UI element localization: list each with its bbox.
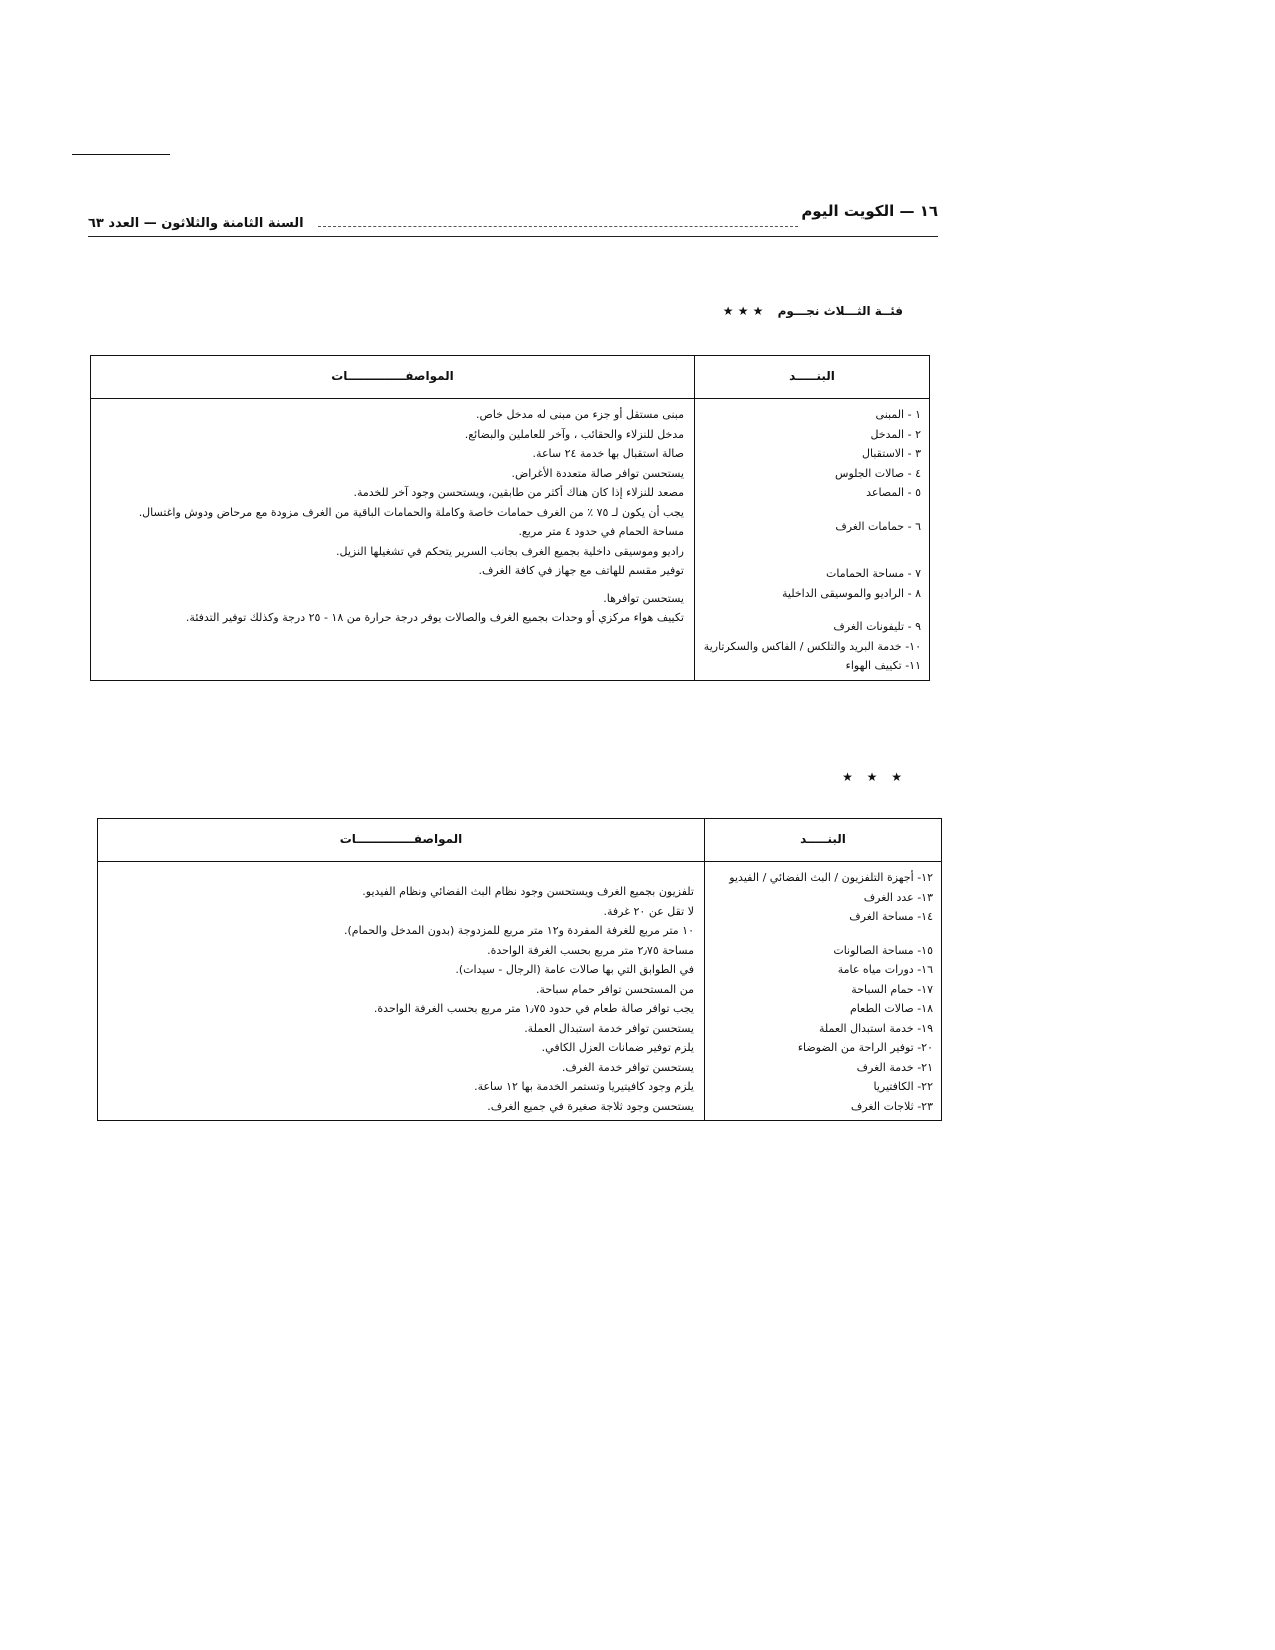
specs-column xyxy=(98,862,705,1121)
spec-table-2 xyxy=(97,818,942,1121)
list-item: يستحسن وجود ثلاجة صغيرة في جميع الغرف. xyxy=(487,1099,694,1113)
list-item: ١٦- دورات مياه عامة xyxy=(837,963,933,976)
three-stars-icon: ★ ★ ★ xyxy=(722,304,764,318)
table-header-row xyxy=(98,819,942,862)
list-item: في الطوابق التي بها صالات عامة (الرجال - سيدات). xyxy=(455,963,694,976)
list-item: من المستحسن توافر حمام سباحة. xyxy=(536,982,694,996)
list-item: تكييف هواء مركزي أو وحدات بجميع الغرف والصالات يوفر درجة حرارة من ١٨ - ٢٥ درجة وكذلك توفير التدفئة. xyxy=(185,611,684,624)
list-item: ١٥- مساحة الصالونات xyxy=(833,943,933,957)
page-header xyxy=(88,200,938,240)
list-item: يستحسن توافر خدمة الغرف. xyxy=(561,1060,694,1074)
list-item: صالة استقبال بها خدمة ٢٤ ساعة. xyxy=(532,447,684,460)
list-item: ١٣- عدد الغرف xyxy=(863,890,933,904)
list-item: ٢٠- توفير الراحة من الضوضاء xyxy=(797,1041,933,1054)
list-item: ١٠- خدمة البريد والتلكس / الفاكس والسكرتارية xyxy=(703,639,921,653)
list-item: تلفزيون بجميع الغرف ويستحسن وجود نظام البث الفضائي ونظام الفيديو. xyxy=(362,885,694,898)
list-item: مدخل للنزلاء والحقائب ، وآخر للعاملين والبضائع. xyxy=(464,427,684,441)
list-item: ٢١- خدمة الغرف xyxy=(856,1060,933,1074)
list-item: ١١- تكييف الهواء xyxy=(845,659,921,672)
items-column xyxy=(695,399,930,681)
table-header-row xyxy=(91,356,930,399)
list-item: ١٢- أجهزة التلفزيون / البث الفضائي / الفيديو xyxy=(729,871,933,884)
column-header-item: البنـــــد xyxy=(705,819,942,862)
list-item: ٨ - الراديو والموسيقى الداخلية xyxy=(782,586,921,600)
column-header-spec: المواصفــــــــــــــات xyxy=(91,356,695,399)
items-column xyxy=(705,862,942,1121)
list-item: لا تقل عن ٢٠ غرفة. xyxy=(603,904,694,918)
list-item: توفير مقسم للهاتف مع جهاز في كافة الغرف. xyxy=(478,564,684,577)
list-item: يلزم توفير ضمانات العزل الكافي. xyxy=(541,1041,694,1054)
list-item: ١٩- خدمة استبدال العملة xyxy=(819,1021,933,1035)
list-item: ١٠ متر مربع للغرفة المفردة و١٢ متر مربع للمزدوجة (بدون المدخل والحمام). xyxy=(344,924,694,937)
list-item: ٦ - حمامات الغرف xyxy=(835,519,921,533)
list-item: ١٧- حمام السباحة xyxy=(851,982,933,996)
list-item: ١ - المبنى xyxy=(875,408,921,421)
year-issue-label: السنة الثامنة والثلاثون — العدد ٦٣ xyxy=(88,216,304,231)
specs-column xyxy=(91,399,695,681)
column-header-item: البنـــــد xyxy=(695,356,930,399)
spec-table-1 xyxy=(90,355,930,681)
list-item: ٧ - مساحة الحمامات xyxy=(826,567,921,580)
list-item: مبنى مستقل أو جزء من مبنى له مدخل خاص. xyxy=(476,408,684,421)
header-dash-rule xyxy=(318,226,798,227)
list-item: يستحسن توافرها. xyxy=(603,591,684,605)
list-item: مساحة الحمام في حدود ٤ متر مربع. xyxy=(518,525,684,538)
section-heading xyxy=(723,304,903,318)
list-item: ٥ - المصاعد xyxy=(866,486,921,499)
list-item: ٢٢- الكافتيريا xyxy=(873,1080,933,1093)
list-item: ١٤- مساحة الغرف xyxy=(849,910,933,923)
table-body-row xyxy=(91,399,930,681)
top-rule xyxy=(72,154,170,155)
list-item: يستحسن توافر صالة متعددة الأغراض. xyxy=(511,466,684,480)
three-stars-icon: ★ ★ ★ xyxy=(842,770,907,784)
list-item: ٢ - المدخل xyxy=(870,427,921,441)
list-item: ٩ - تليفونات الغرف xyxy=(833,620,921,633)
list-item: راديو وموسيقى داخلية بجميع الغرف بجانب السرير يتحكم في تشغيلها النزيل. xyxy=(336,544,684,558)
column-header-spec: المواصفــــــــــــــات xyxy=(98,819,705,862)
list-item: ٢٣- ثلاجات الغرف xyxy=(850,1099,933,1113)
list-item: يجب توافر صالة طعام في حدود ١٫٧٥ متر مربع بحسب الغرفة الواحدة. xyxy=(373,1002,694,1015)
list-item: مصعد للنزلاء إذا كان هناك أكثر من طابقين، ويستحسن وجود آخر للخدمة. xyxy=(353,486,684,499)
list-item: ١٨- صالات الطعام xyxy=(849,1002,933,1015)
list-item: يلزم وجود كافيتيريا وتستمر الخدمة بها ١٢ ساعة. xyxy=(474,1080,694,1093)
journal-page-title: ١٦ — الكويت اليوم xyxy=(801,202,938,220)
list-item: مساحة ٢٫٧٥ متر مربع بحسب الغرفة الواحدة. xyxy=(487,943,694,957)
list-item: ٤ - صالات الجلوس xyxy=(835,466,921,480)
header-rule xyxy=(88,236,938,237)
table-body-row xyxy=(98,862,942,1121)
list-item: يستحسن توافر خدمة استبدال العملة. xyxy=(524,1021,694,1035)
list-item: ٣ - الاستقبال xyxy=(862,447,921,460)
list-item: يجب أن يكون لـ ٧٥ ٪ من الغرف حمامات خاصة وكاملة والحمامات الباقية من الغرف مزودة مع مرحاض ودوش واغتسال. xyxy=(138,505,684,519)
category-title: فئــة الثـــلاث نجـــوم xyxy=(777,304,903,318)
